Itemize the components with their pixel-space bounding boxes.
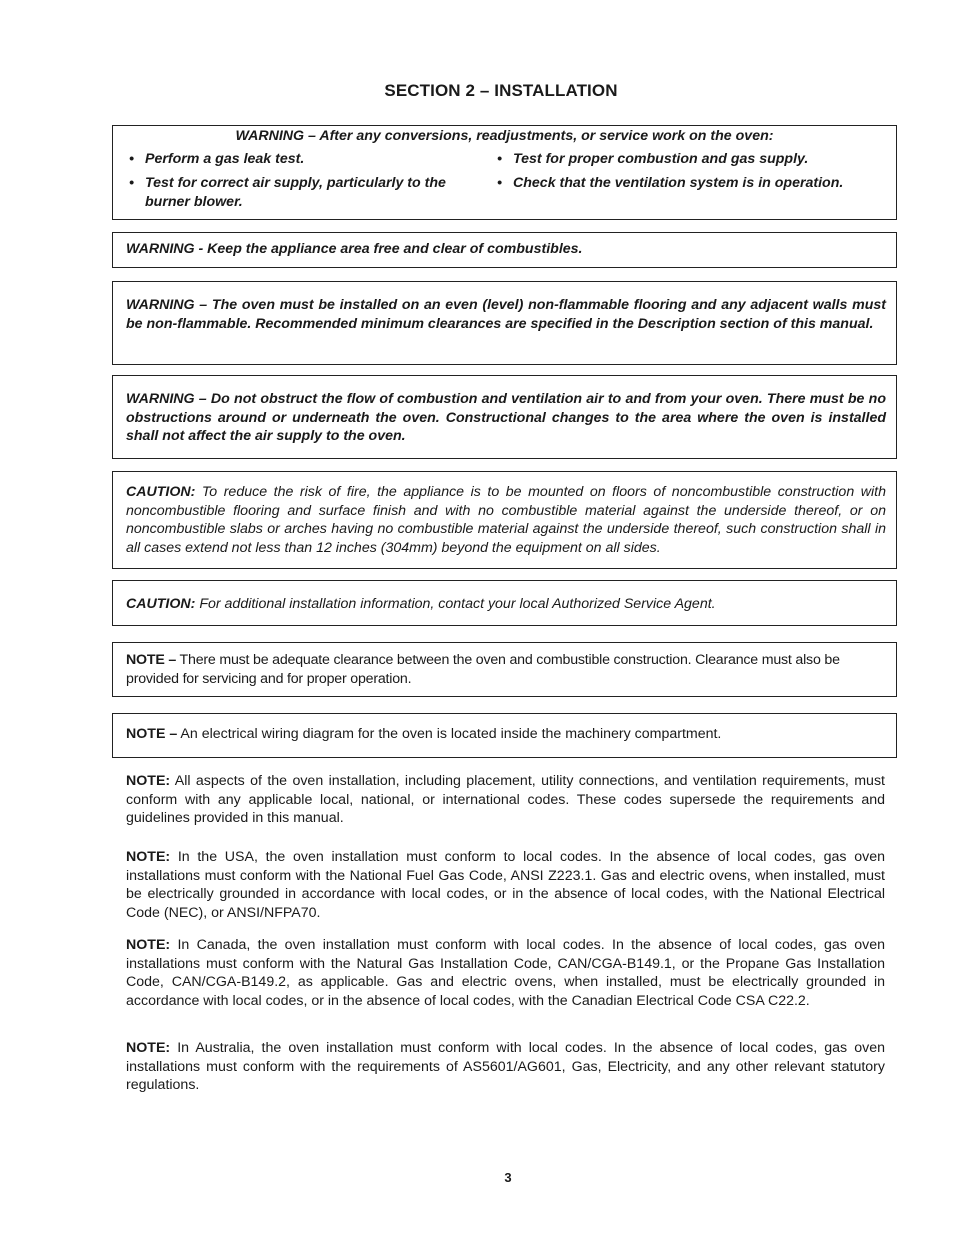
bullet-marker: • <box>497 151 502 167</box>
bullet-text: Check that the ventilation system is in operation. <box>513 175 844 191</box>
note-clearance-box <box>112 642 897 697</box>
note-text: In the USA, the oven installation must conform to local codes. In the absence of local codes, gas oven installations must conform with the National Fuel Gas Code, ANSI Z223.1. Gas and electric ovens, when installed, must be electrically grounded in accordance with local codes, or in the absence of local codes, with the National Electrical Code (NEC), or ANSI/NFPA70. <box>126 849 885 921</box>
warning-airflow-text: WARNING – Do not obstruct the flow of combustion and ventilation air to and from your oven. There must be no obstructions around or underneath the oven. Constructional changes to the area where the oven is installed shall not affect the air supply to the oven. <box>126 391 886 445</box>
note-australia <box>126 1039 885 1095</box>
note-wiring-text: An electrical wiring diagram for the oven is located inside the machinery compartment. <box>180 726 722 742</box>
note-label: NOTE – <box>126 652 177 668</box>
note-label: NOTE: <box>126 937 171 953</box>
note-wiring-paragraph <box>126 725 886 744</box>
note-text: In Canada, the oven installation must conform with local codes. In the absence of local codes, gas oven installations must conform with the Natural Gas Installation Code, CAN/CGA-B149.1, or the Propane Gas Installation Code, CAN/CGA-B149.2, as applicable. Gas and electric ovens, when installed, must be electrically grounded in accordance with local codes, or in the absence of local codes, with the Canadian Electrical Code CSA C22.2. <box>126 937 885 1009</box>
warning-conversions-box <box>112 125 897 220</box>
note-label: NOTE: <box>126 773 171 789</box>
caution-label: CAUTION: <box>126 596 196 612</box>
note-usa <box>126 848 885 922</box>
note-label: NOTE – <box>126 726 178 742</box>
caution-fire-box <box>112 471 897 569</box>
warning-flooring-box <box>112 281 897 365</box>
caution-fire-text: To reduce the risk of fire, the appliance is to be mounted on floors of noncombustible construction with noncombustible flooring and surface finish and with no combustible material against the underside thereof, or on noncombustible slabs or arches having no combustible material against the underside thereof, such construction shall in all cases extend not less than 12 inches (304mm) beyond the equipment on all sides. <box>126 484 886 556</box>
note-canada <box>126 936 885 1010</box>
caution-service-paragraph <box>126 595 886 614</box>
warning-combustibles-box <box>112 232 897 268</box>
note-text: In Australia, the oven installation must conform with local codes. In the absence of local codes, gas oven installations must conform with the requirements of AS5601/AG601, Gas, Electricity, and any other relevant statutory regulations. <box>126 1040 885 1094</box>
section-title: SECTION 2 – INSTALLATION <box>384 81 618 100</box>
caution-fire-paragraph <box>126 483 886 557</box>
note-codes <box>126 772 885 828</box>
note-clearance-text: There must be adequate clearance between the oven and combustible construction. Clearance must also be provided for servicing and for proper operation. <box>126 652 840 687</box>
bullet-text: Perform a gas leak test. <box>145 151 305 167</box>
caution-label: CAUTION: <box>126 484 196 500</box>
note-label: NOTE: <box>126 849 171 865</box>
caution-service-text: For additional installation information, contact your local Authorized Service Agent. <box>199 596 716 612</box>
note-clearance-paragraph <box>126 651 886 688</box>
note-text: All aspects of the oven installation, including placement, utility connections, and ventilation requirements, must conform with any applicable local, national, or international codes. These codes supersede the requirements and guidelines provided in this manual. <box>126 773 885 827</box>
caution-service-box <box>112 580 897 626</box>
warning-heading: WARNING – After any conversions, readjustments, or service work on the oven: <box>235 128 774 144</box>
page-number: 3 <box>504 1170 512 1185</box>
note-label: NOTE: <box>126 1040 171 1056</box>
warning-airflow-box <box>112 375 897 459</box>
note-wiring-box <box>112 713 897 758</box>
bullet-marker: • <box>129 151 134 167</box>
bullet-text: Test for correct air supply, particularly to the burner blower. <box>145 175 446 210</box>
warning-combustibles-text: WARNING - Keep the appliance area free and clear of combustibles. <box>126 241 583 257</box>
bullet-marker: • <box>129 175 134 191</box>
warning-flooring-text: WARNING – The oven must be installed on an even (level) non-flammable flooring and any adjacent walls must be non-flammable. Recommended minimum clearances are specified in the Description section of this manual. <box>126 297 886 332</box>
bullet-marker: • <box>497 175 502 191</box>
bullet-text: Test for proper combustion and gas supply. <box>513 151 809 167</box>
